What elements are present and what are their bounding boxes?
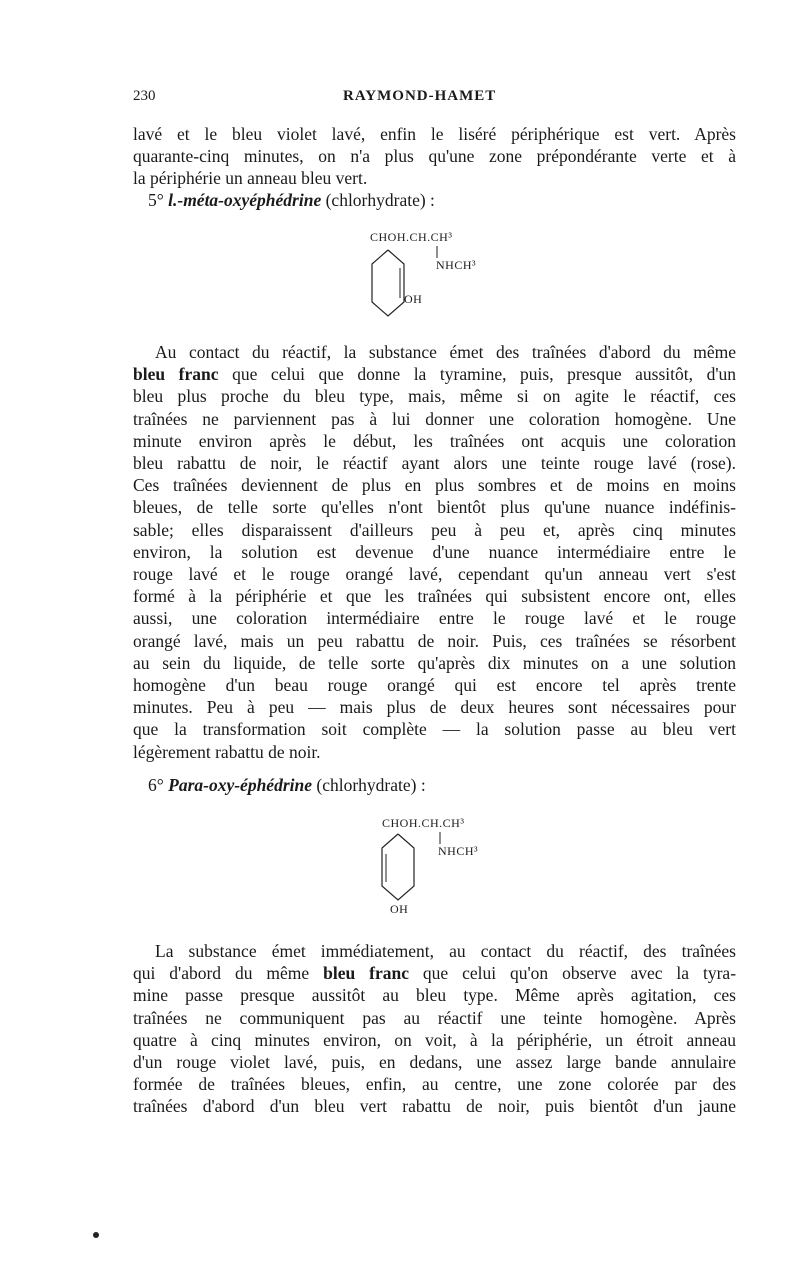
benzene-ring-icon: [366, 228, 546, 328]
section-heading-5: [148, 190, 435, 211]
text-line: bleu plus proche du bleu type, mais, même si on agite le réactif, ces: [133, 386, 736, 407]
text-line: rouge lavé et le rouge orangé lavé, cependant qu'un anneau vert s'est: [133, 564, 736, 585]
text-line: bleues, de telle sorte qu'elles n'ont bientôt plus qu'une nuance indéfinis-: [133, 497, 736, 518]
text-line: formée de traînées bleues, enfin, au centre, une zone colorée par des: [133, 1074, 736, 1095]
formula-hydroxyl-group: OH: [390, 902, 409, 916]
section-number: 5°: [148, 190, 164, 210]
text-line: Au contact du réactif, la substance émet des traînées d'abord du même: [155, 342, 736, 362]
formula-amine-group: NHCH³: [436, 258, 477, 272]
text-line: quatre à cinq minutes environ, on voit, à la périphérie, un étroit anneau: [133, 1029, 736, 1050]
formula-top-group: CHOH.CH.CH³: [382, 816, 465, 830]
text-line: minutes. Peu à peu — mais plus de deux heures sont nécessaires pour: [133, 697, 736, 718]
text-line: traînées ne parviennent pas à lui donner une coloration homogène. Une: [133, 408, 736, 429]
text-line: bleu rabattu de noir, le réactif ayant alors une teinte rouge lavé (rose).: [133, 453, 736, 474]
text-line: Ces traînées deviennent de plus en plus sombres et de moins en moins: [133, 475, 736, 496]
text-line: environ, la solution est devenue d'une nuance intermédiaire entre le: [133, 541, 736, 562]
section-number: 6°: [148, 775, 164, 795]
text-line: orangé lavé, mais un peu rabattu de noir. Puis, ces traînées se résorbent: [133, 630, 736, 651]
text-line: formé à la périphérie et que les traînées qui subsistent encore ont, elles: [133, 586, 736, 607]
text-line: minute environ après le début, les traînées ont acquis une coloration: [133, 430, 736, 451]
text-line: mine passe presque aussitôt au bleu type. Même après agitation, ces: [133, 985, 736, 1006]
text-line: la périphérie un anneau bleu vert.: [133, 168, 368, 189]
section-heading-6: [148, 775, 426, 796]
structural-formula-5: [366, 228, 546, 328]
paragraph-1: [133, 123, 736, 190]
text-line: traînées d'abord d'un bleu vert rabattu de noir, puis bientôt d'un jaune: [133, 1096, 736, 1117]
text-line: sable; elles disparaissent d'ailleurs peu à peu et, après cinq minutes: [133, 519, 736, 540]
text-line: quarante-cinq minutes, on n'a plus qu'une zone prépondérante verte et à: [133, 146, 736, 167]
bold-phrase: bleu franc: [323, 963, 409, 984]
structural-formula-6: [376, 814, 556, 924]
text-line: homogène d'un beau rouge orangé qui est encore tel après trente: [133, 675, 736, 696]
formula-amine-group: NHCH³: [438, 844, 479, 858]
text-line: d'un rouge violet lavé, puis, en dedans, une assez large bande annulaire: [133, 1052, 736, 1073]
page-number: 230: [133, 88, 156, 104]
page-header: [133, 86, 733, 110]
text-line: qui d'abord du même bleu franc que celui qu'on observe avec la tyra-: [133, 963, 736, 984]
text-line: bleu franc que celui que donne la tyramine, puis, presque aussitôt, d'un: [133, 364, 736, 385]
text-line: traînées ne communiquent pas au réactif une teinte homogène. Après: [133, 1007, 736, 1028]
formula-top-group: CHOH.CH.CH³: [370, 230, 453, 244]
text-line: lavé et le bleu violet lavé, enfin le liséré périphérique est vert. Après: [133, 124, 736, 144]
text-line: La substance émet immédiatement, au contact du réactif, des traînées: [155, 941, 736, 961]
section-suffix: (chlorhydrate) :: [325, 190, 435, 210]
paragraph-3: [133, 940, 736, 1118]
running-head: RAYMOND-HAMET: [343, 88, 497, 104]
section-suffix: (chlorhydrate) :: [316, 775, 426, 795]
text-line: légèrement rabattu de noir.: [133, 741, 321, 762]
margin-dot: [93, 1232, 99, 1238]
paragraph-2: [133, 341, 736, 763]
text-line: que la transformation soit complète — la solution passe au bleu vert: [133, 719, 736, 740]
text-line: aussi, une coloration intermédiaire entre le rouge lavé et le rouge: [133, 608, 736, 629]
compound-name: l.-méta-oxyéphédrine: [168, 190, 322, 210]
compound-name: Para-oxy-éphédrine: [168, 775, 312, 795]
bold-phrase: bleu franc: [133, 364, 219, 385]
text-line: au sein du liquide, de telle sorte qu'après dix minutes on a une solution: [133, 652, 736, 673]
formula-hydroxyl-group: OH: [404, 292, 423, 306]
